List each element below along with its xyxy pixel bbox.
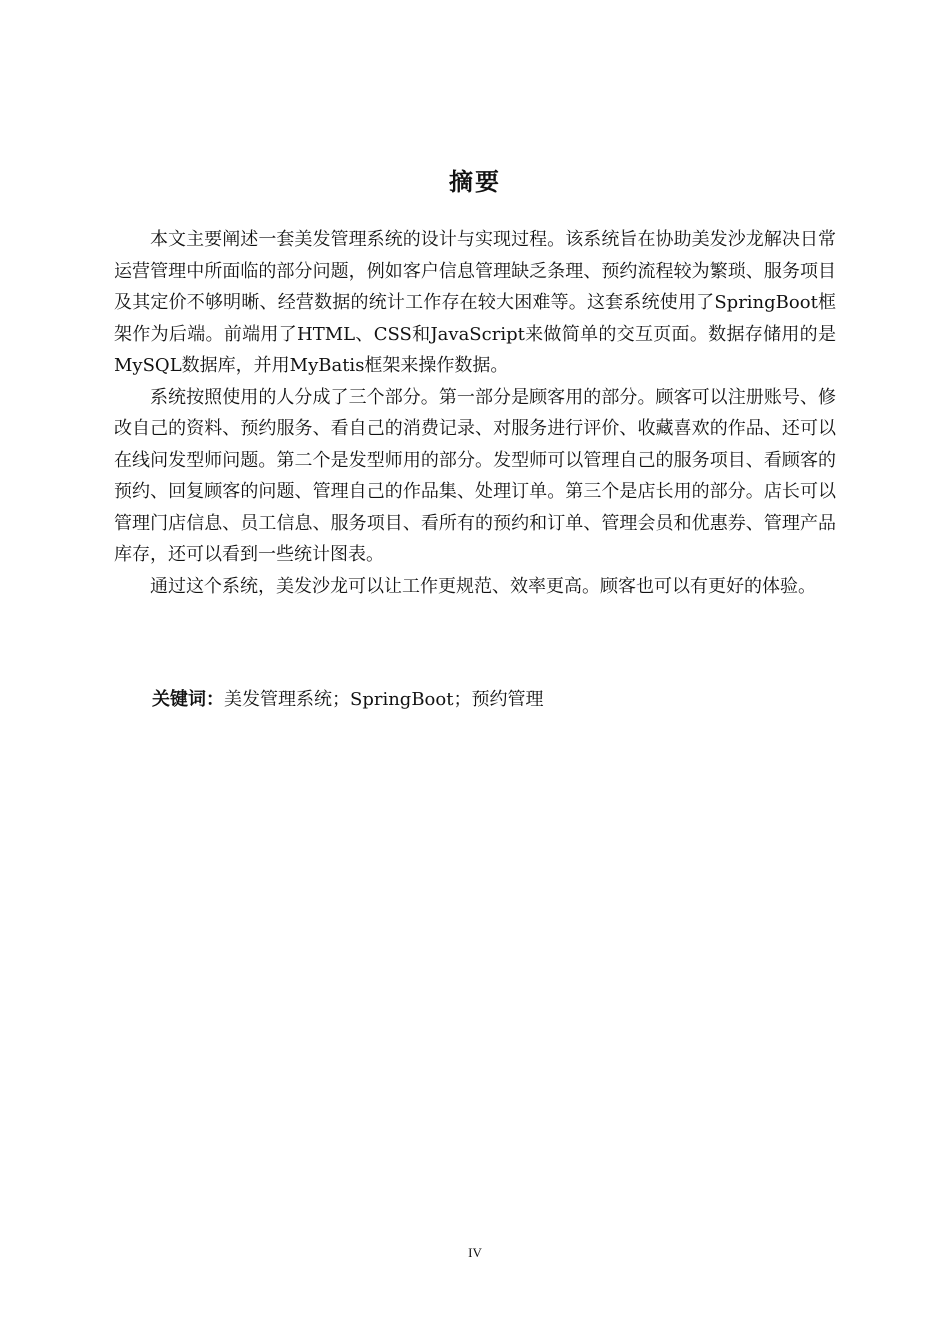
abstract-paragraph-1: 本文主要阐述一套美发管理系统的设计与实现过程。该系统旨在协助美发沙龙解决日常运营管理中所面临的部分问题，例如客户信息管理缺乏条理、预约流程较为繁琐、服务项目及其定价不够明晰、经营数据的统计工作存在较大困难等。这套系统使用了SpringBoot框架作为后端。前端用了HTML、CSS和JavaScript来做简单的交互页面。数据存储用的是MySQL数据库，并用MyBatis框架来操作数据。	[114, 229, 836, 376]
abstract-title: 摘要	[449, 168, 501, 196]
keywords-line	[152, 684, 852, 715]
keywords-value: 美发管理系统；SpringBoot；预约管理	[224, 689, 544, 710]
abstract-paragraph-2: 系统按照使用的人分成了三个部分。第一部分是顾客用的部分。顾客可以注册账号、修改自己的资料、预约服务、看自己的消费记录、对服务进行评价、收藏喜欢的作品、还可以在线问发型师问题。第二个是发型师用的部分。发型师可以管理自己的服务项目、看顾客的预约、回复顾客的问题、管理自己的作品集、处理订单。第三个是店长用的部分。店长可以管理门店信息、员工信息、服务项目、看所有的预约和订单、管理会员和优惠券、管理产品库存，还可以看到一些统计图表。	[114, 386, 836, 565]
page-number: IV	[468, 1245, 482, 1260]
keywords-label: 关键词：	[152, 689, 224, 710]
abstract-paragraph-3: 通过这个系统，美发沙龙可以让工作更规范、效率更高。顾客也可以有更好的体验。	[150, 575, 816, 597]
abstract-body	[114, 224, 836, 602]
